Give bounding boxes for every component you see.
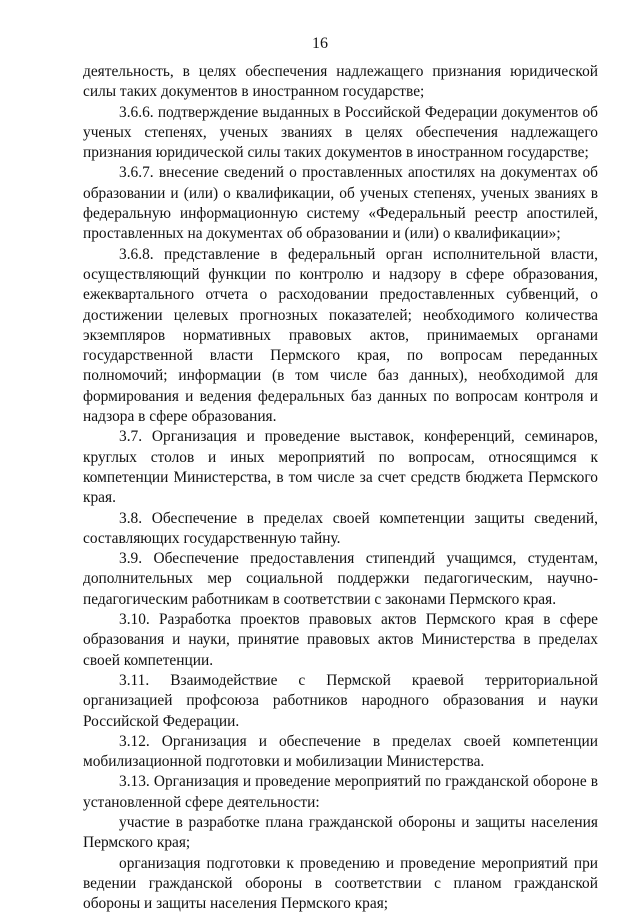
paragraph-3-13-item-2: организация подготовки к проведению и проведение мероприятий при ведении гражданской обороны в соответствии с планом гражданской обороны и защиты населения Пермского края; — [83, 854, 598, 913]
paragraph-3-10: 3.10. Разработка проектов правовых актов Пермского края в сфере образования и науки, принятие правовых актов Министерства в пределах своей компетенции. — [83, 611, 598, 669]
paragraph-3-13-item-1: участие в разработке плана гражданской обороны и защиты населения Пермского края; — [83, 813, 598, 852]
paragraph-3-13: 3.13. Организация и проведение мероприятий по гражданской обороне в установленной сфере деятельности: — [83, 773, 598, 811]
paragraph-3-6-6: 3.6.6. подтверждение выданных в Российской Федерации документов об ученых степенях, ученых званиях в целях обеспечения надлежащего признания юридической силы таких документов в иностранном государстве; — [83, 103, 598, 162]
document-body — [83, 62, 598, 914]
paragraph-3-9: 3.9. Обеспечение предоставления стипендий учащимся, студентам, дополнительных мер социальной поддержки педагогическим, научно-педагогическим работникам в соответствии с законами Пермского края. — [83, 550, 598, 608]
paragraph-3-8: 3.8. Обеспечение в пределах своей компетенции защиты сведений, составляющих государственную тайну. — [83, 509, 598, 547]
paragraph-3-7: 3.7. Организация и проведение выставок, конференций, семинаров, круглых столов и иных мероприятий по вопросам, относящимся к компетенции Министерства, в том числе за счет средств бюджета Пермского края. — [83, 428, 598, 507]
paragraph-3-11: 3.11. Взаимодействие с Пермской краевой территориальной организацией профсоюза работников народного образования и науки Российской Федерации. — [83, 671, 598, 730]
paragraph-continuation: деятельность, в целях обеспечения надлежащего признания юридической силы таких документов в иностранном государстве; — [83, 63, 598, 101]
page-number: 16 — [312, 35, 328, 52]
paragraph-3-6-7: 3.6.7. внесение сведений о проставленных апостилях на документах об образовании и (или) о квалификации, об ученых степенях, ученых званиях в федеральную информационную систему «Федеральный реестр апостилей, проставленных на документах об образовании и (или) о квалификации»; — [83, 164, 598, 243]
paragraph-3-12: 3.12. Организация и обеспечение в пределах своей компетенции мобилизационной подготовки и мобилизации Министерства. — [83, 732, 598, 771]
paragraph-3-6-8: 3.6.8. представление в федеральный орган исполнительной власти, осуществляющий функции по контролю и надзору в сфере образования, ежеквартального отчета о расходовании предоставленных субвенций, о достижении целевых прогнозных показателей; необходимого количества экземпляров нормативных правовых актов, принимаемых органами государственной власти Пермского края, по вопросам переданных полномочий; информации (в том числе баз данных), необходимой для формирования и ведения федеральных баз данных по вопросам контроля и надзора в сфере образования. — [83, 245, 598, 426]
